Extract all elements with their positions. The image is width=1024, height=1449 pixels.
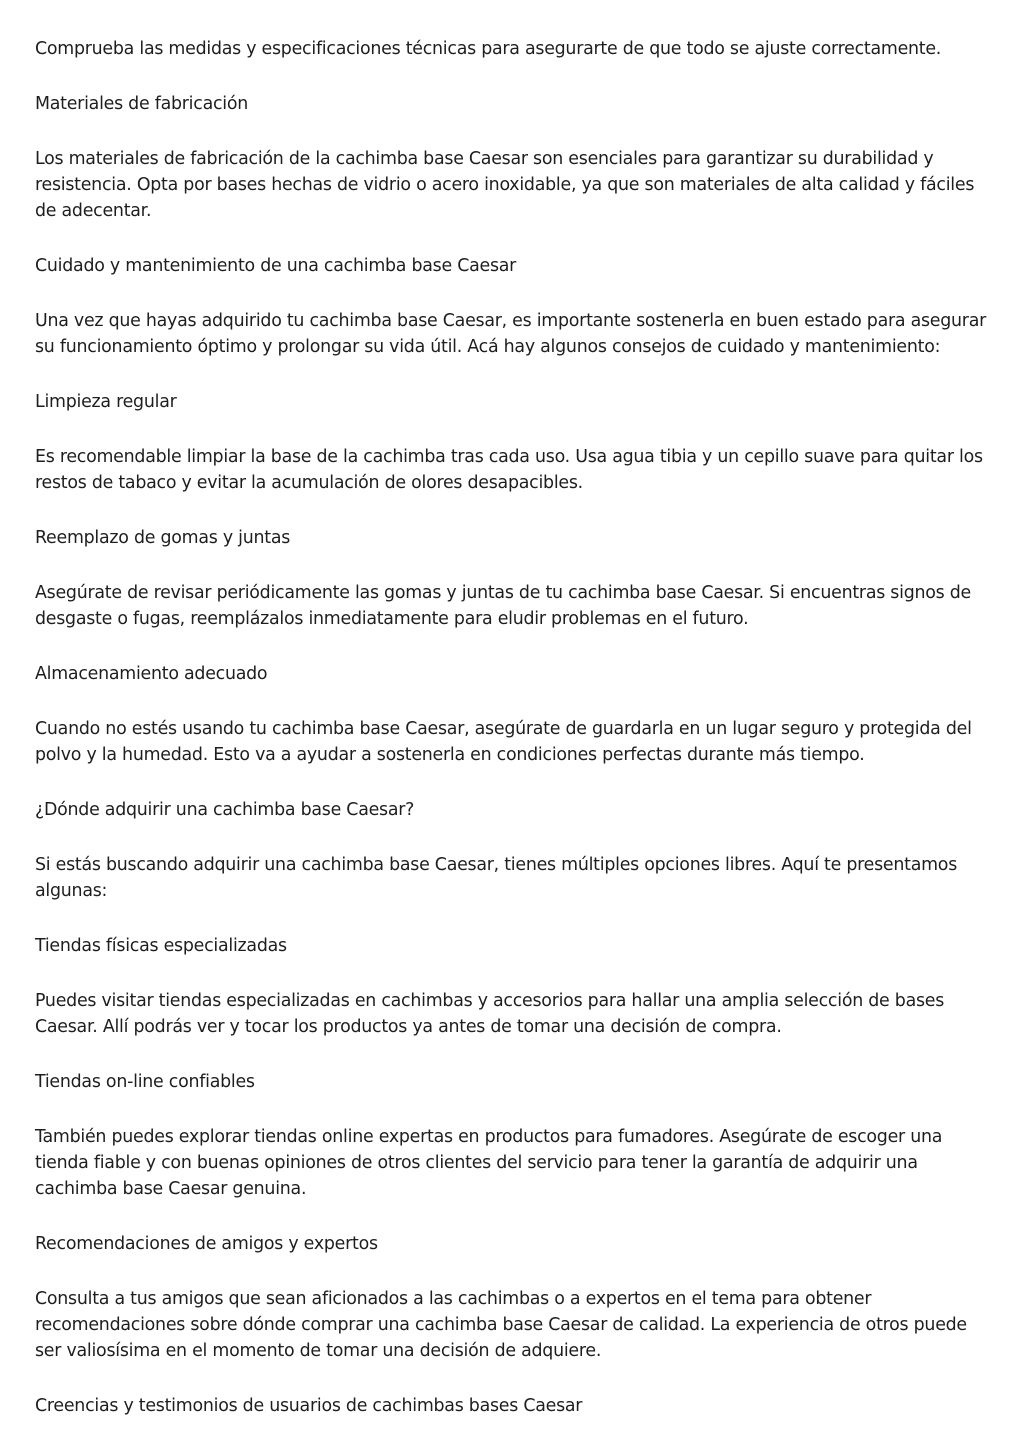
heading-regular-cleaning: Limpieza regular <box>35 392 177 412</box>
paragraph-specs-check: Comprueba las medidas y especificaciones técnicas para asegurarte de que todo se ajuste correctamente. <box>35 39 942 59</box>
paragraph-regular-cleaning: Es recomendable limpiar la base de la cachimba tras cada uso. Usa agua tibia y un cepillo suave para quitar los restos de tabaco y evitar la acumulación de olores desapacibles. <box>35 447 983 493</box>
paragraph-gasket-replacement: Asegúrate de revisar periódicamente las gomas y juntas de tu cachimba base Caesar. Si encuentras signos de desgaste o fugas, reemplázalos inmediatamente para eludir problemas en el futuro. <box>35 583 971 629</box>
paragraph-materials: Los materiales de fabricación de la cachimba base Caesar son esenciales para garantizar su durabilidad y resistencia. Opta por bases hechas de vidrio o acero inoxidable, ya que son materiales de alta calidad y fáciles de adecentar. <box>35 149 975 221</box>
paragraph-care-maintenance: Una vez que hayas adquirido tu cachimba base Caesar, es importante sostenerla en buen estado para asegurar su funcionamiento óptimo y prolongar su vida útil. Acá hay algunos consejos de cuidado y mantenimiento: <box>35 311 987 357</box>
paragraph-physical-stores: Puedes visitar tiendas especializadas en cachimbas y accesorios para hallar una amplia selección de bases Caesar. Allí podrás ver y tocar los productos ya antes de tomar una decisión de compra. <box>35 991 945 1037</box>
heading-physical-stores: Tiendas físicas especializadas <box>35 936 287 956</box>
heading-where-to-buy: ¿Dónde adquirir una cachimba base Caesar? <box>35 800 415 820</box>
heading-online-stores: Tiendas on-line confiables <box>35 1072 255 1092</box>
heading-recommendations: Recomendaciones de amigos y expertos <box>35 1234 378 1254</box>
heading-storage: Almacenamiento adecuado <box>35 664 268 684</box>
heading-care-maintenance: Cuidado y mantenimiento de una cachimba base Caesar <box>35 256 517 276</box>
heading-materials: Materiales de fabricación <box>35 94 249 114</box>
heading-gasket-replacement: Reemplazo de gomas y juntas <box>35 528 291 548</box>
paragraph-where-to-buy: Si estás buscando adquirir una cachimba base Caesar, tienes múltiples opciones libres. Aquí te presentamos algunas: <box>35 855 958 901</box>
paragraph-recommendations: Consulta a tus amigos que sean aficionados a las cachimbas o a expertos en el tema para obtener recomendaciones sobre dónde comprar una cachimba base Caesar de calidad. La experiencia de otros puede ser valiosísima en el momento de tomar una decisión de adquiere. <box>35 1289 967 1361</box>
paragraph-storage: Cuando no estés usando tu cachimba base Caesar, asegúrate de guardarla en un lugar seguro y protegida del polvo y la humedad. Esto va a ayudar a sostenerla en condiciones perfectas durante más tiempo. <box>35 719 972 765</box>
paragraph-online-stores: También puedes explorar tiendas online expertas en productos para fumadores. Asegúrate de escoger una tienda fiable y con buenas opiniones de otros clientes del servicio para tener la garantía de adquirir una cachimba base Caesar genuina. <box>35 1127 943 1199</box>
heading-testimonials: Creencias y testimonios de usuarios de cachimbas bases Caesar <box>35 1396 583 1416</box>
